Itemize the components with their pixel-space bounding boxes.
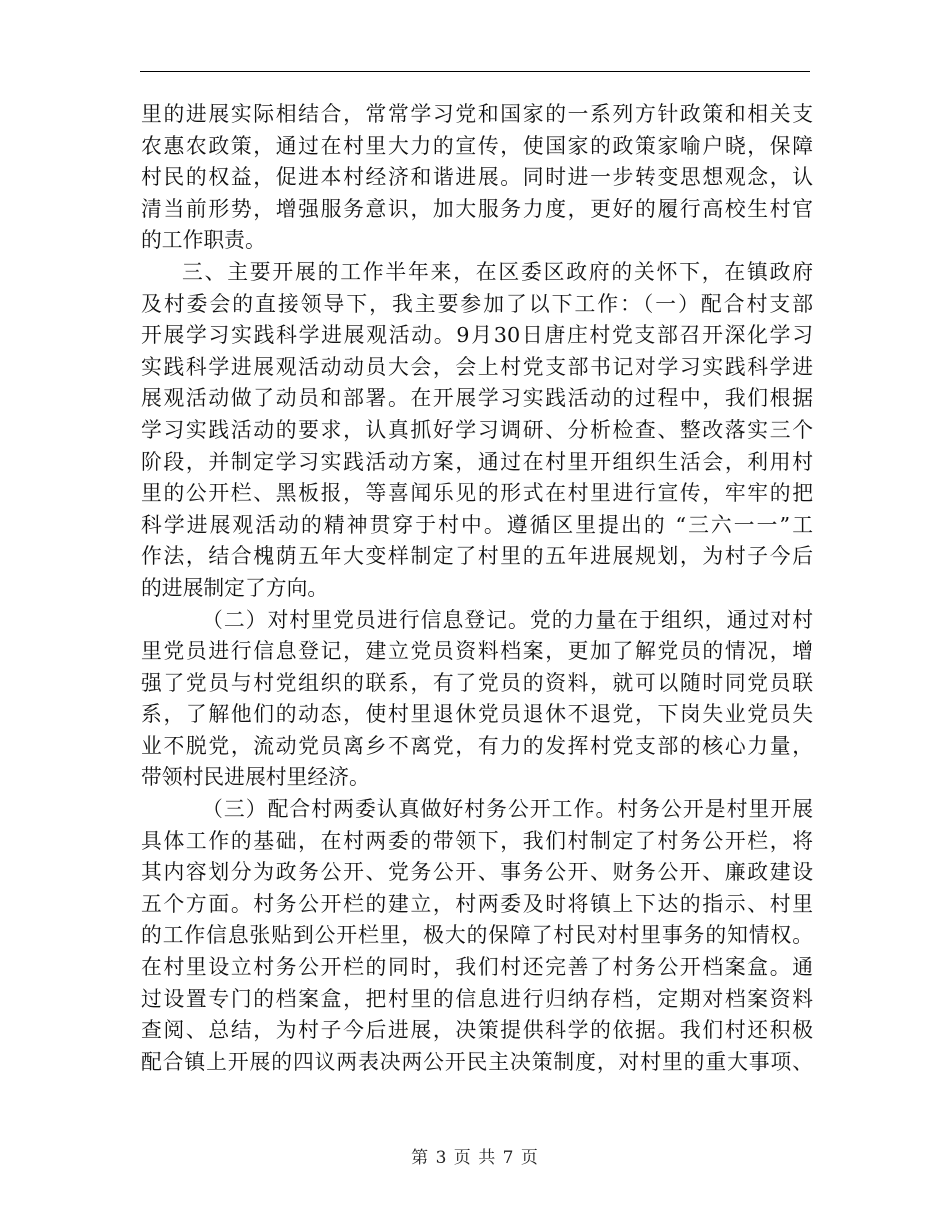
text-line: 学习实践活动的要求，认真抓好学习调研、分析检查、整改落实三个	[141, 417, 813, 442]
text-line: 查阅、总结，为村子今后进展，决策提供科学的依据。我们村还积极	[141, 1018, 813, 1043]
text-line: 里的公开栏、黑板报，等喜闻乐见的形式在村里进行宣传，牢牢的把	[141, 481, 813, 506]
paragraph-2	[141, 257, 813, 605]
text-line: 在村里设立村务公开栏的同时，我们村还完善了村务公开档案盒。通	[141, 955, 813, 980]
text-line: 的工作职责。	[141, 228, 266, 253]
text-line: （三）配合村两委认真做好村务公开工作。村务公开是村里开展	[202, 797, 813, 822]
text-line: 农惠农政策，通过在村里大力的宣传，使国家的政策家喻户晓，保障	[141, 133, 813, 158]
text-line: 带领村民进展村里经济。	[141, 765, 370, 790]
text-line: 村民的权益，促进本村经济和谐进展。同时进一步转变思想观念，认	[141, 165, 813, 190]
text-line: 清当前形势，增强服务意识，加大服务力度，更好的履行高校生村官	[141, 196, 813, 221]
text-line: 及村委会的直接领导下，我主要参加了以下工作：（一）配合村支部	[141, 291, 813, 316]
text-line: 的工作信息张贴到公开栏里，极大的保障了村民对村里事务的知情权。	[141, 923, 813, 948]
text-line: 作法，结合槐荫五年大变样制定了村里的五年进展规划，为村子今后	[141, 544, 813, 569]
text-line: 具体工作的基础，在村两委的带领下，我们村制定了村务公开栏，将	[141, 828, 813, 853]
text-line: 强了党员与村党组织的联系，有了党员的资料，就可以随时同党员联	[141, 670, 813, 695]
document-body	[141, 99, 813, 1078]
text-line: 过设置专门的档案盒，把村里的信息进行归纳存档，定期对档案资料	[141, 986, 813, 1011]
text-line: 其内容划分为政务公开、党务公开、事务公开、财务公开、廉政建设	[141, 860, 813, 885]
text-line: 五个方面。村务公开栏的建立，村两委及时将镇上下达的指示、村里	[141, 891, 813, 916]
text-line: 业不脱党，流动党员离乡不离党，有力的发挥村党支部的核心力量，	[141, 733, 813, 758]
header-rule	[140, 71, 810, 72]
text-line: 开展学习实践科学进展观活动。9月30日唐庄村党支部召开深化学习	[141, 323, 813, 348]
text-line: （二）对村里党员进行信息登记。党的力量在于组织，通过对村	[202, 607, 813, 632]
paragraph-3	[141, 605, 813, 795]
text-line: 里的进展实际相结合，常常学习党和国家的一系列方针政策和相关支	[141, 102, 813, 126]
text-line: 科学进展观活动的精神贯穿于村中。遵循区里提出的 “三六一一”工	[141, 512, 813, 537]
text-line: 阶段，并制定学习实践活动方案，通过在村里开组织生活会，利用村	[141, 449, 813, 474]
text-line: 里党员进行信息登记，建立党员资料档案，更加了解党员的情况，增	[141, 639, 813, 664]
paragraph-4	[141, 794, 813, 1078]
text-line: 实践科学进展观活动动员大会，会上村党支部书记对学习实践科学进	[141, 354, 813, 379]
text-line: 配合镇上开展的四议两表决两公开民主决策制度，对村里的重大事项、	[141, 1049, 813, 1074]
text-line: 系，了解他们的动态，使村里退休党员退休不退党，下岗失业党员失	[141, 702, 813, 727]
text-line: 的进展制定了方向。	[141, 575, 329, 600]
paragraph-1	[141, 99, 813, 257]
page-number-footer: 第 3 页 共 7 页	[411, 1148, 539, 1168]
text-line: 三、主要开展的工作半年来，在区委区政府的关怀下，在镇政府	[182, 259, 813, 284]
text-line: 展观活动做了动员和部署。在开展学习实践活动的过程中，我们根据	[141, 386, 813, 411]
